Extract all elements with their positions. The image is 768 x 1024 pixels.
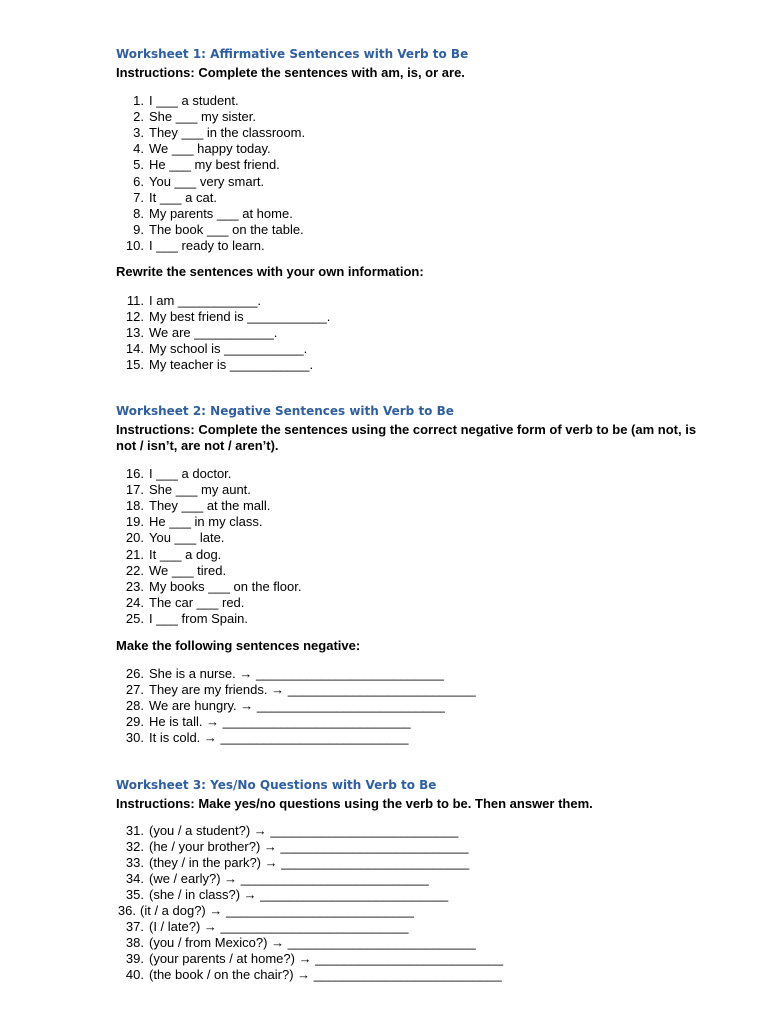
item-text: I ___ a student.: [149, 93, 239, 108]
item-number: 20.: [125, 530, 144, 546]
item-text: It is cold. → __________________________: [149, 730, 409, 746]
item-text: She ___ my sister.: [149, 109, 256, 125]
item-text: They ___ in the classroom.: [149, 125, 306, 141]
item-text: My best friend is ___________.: [149, 309, 331, 325]
item-number: 6.: [133, 173, 144, 189]
worksheet1-title: Worksheet 1: Affirmative Sentences with Verb to Be: [116, 47, 469, 61]
item-number: 10.: [125, 237, 144, 253]
worksheet2-title: Worksheet 2: Negative Sentences with Verb to Be: [116, 404, 454, 418]
item-number: 31.: [125, 823, 144, 838]
item-text: We ___ tired.: [149, 562, 227, 578]
item-text: He ___ in my class.: [149, 514, 263, 530]
worksheet3-instructions: Instructions: Make yes/no questions using the verb to be. Then answer them.: [116, 796, 593, 811]
item-number: 15.: [125, 357, 144, 373]
item-number: 32.: [125, 839, 144, 855]
item-text: He ___ my best friend.: [149, 157, 280, 173]
worksheet2-instructions: Instructions: Complete the sentences using the correct negative form of verb to be (am not, is not / isn’t, are not / aren’t).: [116, 422, 697, 453]
item-number: 39.: [125, 951, 144, 967]
item-text: My books ___ on the floor.: [149, 578, 302, 594]
item-number: 36.: [117, 903, 136, 919]
worksheet1-subheading: Rewrite the sentences with your own information:: [116, 264, 424, 279]
item-number: 35.: [125, 887, 144, 903]
item-text: We ___ happy today.: [149, 141, 271, 157]
item-number: 11.: [126, 293, 144, 308]
item-text: I ___ ready to learn.: [149, 237, 265, 253]
item-number: 17.: [125, 482, 144, 498]
item-number: 18.: [125, 498, 144, 514]
item-number: 28.: [125, 698, 144, 714]
item-text: The car ___ red.: [149, 594, 245, 610]
item-number: 24.: [125, 594, 144, 610]
item-number: 25.: [125, 610, 144, 626]
item-number: 22.: [125, 562, 144, 578]
item-number: 34.: [125, 871, 144, 887]
item-number: 19.: [125, 514, 144, 530]
item-text: She is a nurse. → __________________________: [149, 666, 444, 681]
item-number: 4.: [133, 141, 144, 157]
item-number: 5.: [133, 157, 144, 173]
item-text: We are ___________.: [149, 325, 278, 341]
item-number: 7.: [133, 189, 144, 205]
item-text: They ___ at the mall.: [149, 498, 271, 514]
item-number: 26.: [125, 666, 144, 681]
item-text: (she / in class?) → __________________________: [149, 887, 449, 903]
item-text: (I / late?) → __________________________: [149, 919, 409, 935]
item-number: 27.: [125, 682, 144, 698]
item-number: 12.: [125, 309, 144, 325]
item-text: (the book / on the chair?) → __________________________: [149, 967, 502, 983]
item-number: 21.: [125, 546, 144, 562]
item-number: 16.: [125, 466, 144, 481]
item-text: (your parents / at home?) → __________________________: [149, 951, 504, 967]
item-text: We are hungry. → __________________________: [149, 698, 445, 714]
item-number: 40.: [125, 967, 144, 983]
item-text: My school is ___________.: [149, 341, 308, 357]
item-text: (it / a dog?) → __________________________: [140, 903, 414, 919]
item-text: He is tall. → __________________________: [149, 714, 411, 730]
item-text: (you / a student?) → __________________________: [149, 823, 459, 838]
item-text: You ___ late.: [149, 530, 225, 546]
item-number: 23.: [125, 578, 144, 594]
item-text: They are my friends. → __________________________: [149, 682, 476, 698]
item-number: 3.: [133, 125, 144, 141]
item-text: It ___ a dog.: [149, 546, 222, 562]
item-number: 33.: [125, 855, 144, 871]
item-number: 2.: [133, 109, 144, 125]
item-number: 38.: [125, 935, 144, 951]
worksheet1-instructions: Instructions: Complete the sentences with am, is, or are.: [116, 65, 465, 80]
item-text: You ___ very smart.: [149, 173, 265, 189]
item-text: My parents ___ at home.: [149, 205, 293, 221]
item-number: 29.: [125, 714, 144, 730]
item-text: (they / in the park?) → __________________________: [149, 855, 470, 871]
item-text: The book ___ on the table.: [149, 221, 304, 237]
item-text: My teacher is ___________.: [149, 357, 314, 373]
item-text: I ___ a doctor.: [149, 466, 232, 481]
item-number: 9.: [133, 221, 144, 237]
item-number: 30.: [125, 730, 144, 746]
item-text: I ___ from Spain.: [149, 610, 248, 626]
item-number: 1.: [133, 93, 144, 108]
item-text: (you / from Mexico?) → __________________________: [149, 935, 476, 951]
item-text: (he / your brother?) → __________________________: [149, 839, 469, 855]
item-text: She ___ my aunt.: [149, 482, 251, 498]
item-text: It ___ a cat.: [149, 189, 217, 205]
item-number: 13.: [125, 325, 144, 341]
worksheet2-subheading: Make the following sentences negative:: [116, 638, 361, 653]
item-number: 14.: [125, 341, 144, 357]
worksheet3-title: Worksheet 3: Yes/No Questions with Verb to Be: [116, 778, 437, 792]
item-text: (we / early?) → __________________________: [149, 871, 429, 887]
item-number: 37.: [125, 919, 144, 935]
item-number: 8.: [133, 205, 144, 221]
item-text: I am ___________.: [149, 293, 262, 308]
